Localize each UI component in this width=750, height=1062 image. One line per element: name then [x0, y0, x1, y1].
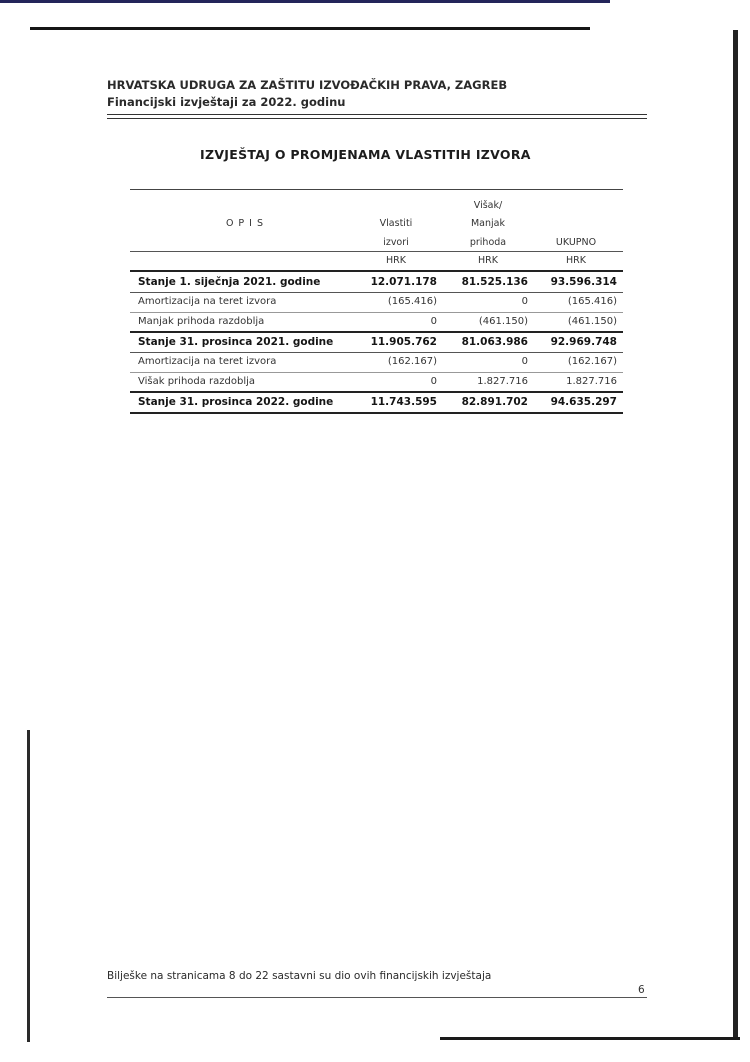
row-label: Amortizacija na teret izvora: [138, 296, 277, 307]
header-col1-line2: izvori: [383, 237, 409, 248]
table-row: [130, 392, 623, 412]
scan-edge-bottom: [440, 1037, 740, 1040]
cell-visak-manjak: 1.827.716: [477, 376, 528, 387]
header-col2-line2: Manjak: [470, 218, 505, 229]
scan-edge-top-blue: [0, 0, 610, 3]
header-col2-line1: Višak/: [473, 200, 503, 211]
cell-ukupno: 1.827.716: [566, 376, 617, 387]
footer-note: Bilješke na stranicama 8 do 22 sastavni su dio ovih financijskih izvještaja: [107, 970, 492, 982]
cell-ukupno: (461.150): [567, 316, 617, 327]
table-row: [130, 372, 623, 392]
unit-col1: HRK: [386, 255, 406, 266]
cell-vlastiti-izvori: 0: [430, 376, 437, 387]
cell-vlastiti-izvori: (162.167): [387, 356, 437, 367]
row-label: Stanje 1. siječnja 2021. godine: [138, 276, 321, 288]
table-row: [130, 352, 623, 372]
row-label: Manjak prihoda razdoblja: [138, 316, 265, 327]
header-col2-line3: prihoda: [469, 237, 507, 248]
scan-edge-top: [30, 27, 590, 30]
scan-edge-left: [27, 730, 30, 1042]
cell-vlastiti-izvori: (165.416): [387, 296, 437, 307]
row-label: Stanje 31. prosinca 2021. godine: [138, 336, 334, 348]
cell-ukupno: 94.635.297: [550, 396, 617, 408]
cell-visak-manjak: (461.150): [478, 316, 528, 327]
table-row: [130, 292, 623, 312]
cell-vlastiti-izvori: 11.743.595: [370, 396, 437, 408]
table-row: [130, 272, 623, 292]
header-rule: [130, 251, 623, 252]
table-top-rule: [130, 189, 623, 190]
cell-ukupno: 93.596.314: [550, 276, 617, 288]
table-row: [130, 312, 623, 332]
header-opis: O P I S: [225, 218, 265, 229]
document-title: IZVJEŠTAJ O PROMJENAMA VLASTITIH IZVORA: [200, 147, 531, 162]
header-rule-top: [107, 114, 647, 115]
cell-visak-manjak: 81.525.136: [461, 276, 528, 288]
unit-col2: HRK: [478, 255, 498, 266]
row-label: Višak prihoda razdoblja: [138, 376, 256, 387]
header-rule-bottom: [107, 118, 647, 119]
cell-visak-manjak: 81.063.986: [461, 336, 528, 348]
table-bottom-rule: [130, 412, 623, 414]
cell-ukupno: (162.167): [567, 356, 617, 367]
header-organization: HRVATSKA UDRUGA ZA ZAŠTITU IZVOĐAČKIH PRAVA, ZAGREB: [107, 78, 508, 92]
cell-ukupno: 92.969.748: [550, 336, 617, 348]
cell-vlastiti-izvori: 11.905.762: [370, 336, 437, 348]
cell-visak-manjak: 0: [521, 296, 528, 307]
page-number: 6: [638, 984, 645, 996]
footer-rule: [107, 997, 647, 998]
header-col1-line1: Vlastiti: [379, 218, 413, 229]
cell-visak-manjak: 0: [521, 356, 528, 367]
scan-edge-right: [733, 30, 738, 1040]
table-row: [130, 332, 623, 352]
cell-ukupno: (165.416): [567, 296, 617, 307]
cell-visak-manjak: 82.891.702: [461, 396, 528, 408]
row-label: Amortizacija na teret izvora: [138, 356, 277, 367]
header-col3-line1: UKUPNO: [555, 237, 597, 248]
cell-vlastiti-izvori: 12.071.178: [370, 276, 437, 288]
unit-col3: HRK: [566, 255, 586, 266]
header-subtitle: Financijski izvještaji za 2022. godinu: [107, 95, 346, 109]
row-label: Stanje 31. prosinca 2022. godine: [138, 396, 334, 408]
cell-vlastiti-izvori: 0: [430, 316, 437, 327]
